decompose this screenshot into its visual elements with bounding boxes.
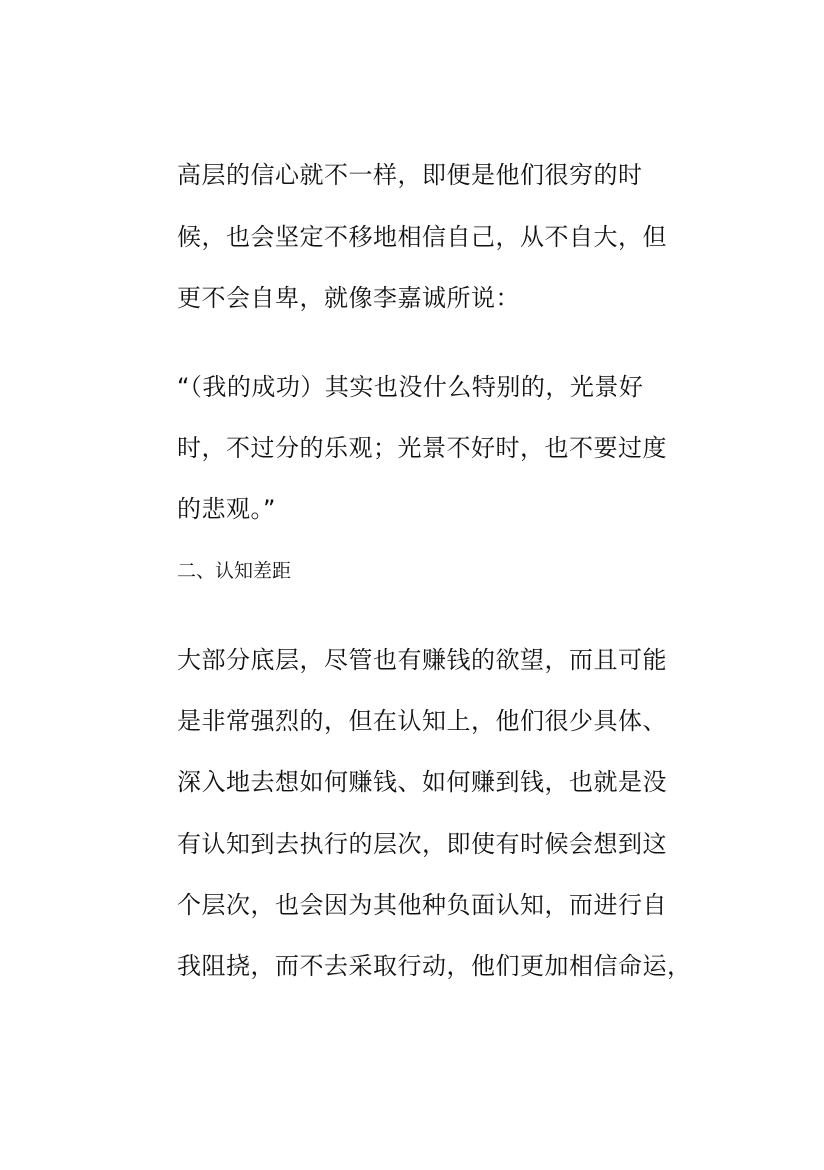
quote-line: 的悲观。”: [177, 495, 276, 523]
paragraph-line: 候，也会坚定不移地相信自己，从不自大，但: [177, 223, 667, 251]
quote-line: “（我的成功）其实也没什么特别的，光景好: [177, 373, 644, 401]
paragraph-line: 我阻挠，而不去采取行动，他们更加相信命运，: [177, 952, 692, 980]
paragraph-line: 深入地去想如何赚钱、如何赚到钱，也就是没: [177, 768, 667, 796]
quote-line: 时，不过分的乐观；光景不好时，也不要过度: [177, 434, 667, 462]
paragraph-line: 更不会自卑，就像李嘉诚所说：: [177, 284, 520, 312]
paragraph-line: 是非常强烈的，但在认知上，他们很少具体、: [177, 707, 667, 735]
paragraph-line: 有认知到去执行的层次，即使有时候会想到这: [177, 830, 667, 858]
section-heading: 二、认知差距: [177, 560, 292, 582]
paragraph-line: 大部分底层，尽管也有赚钱的欲望，而且可能: [177, 646, 667, 674]
paragraph-line: 高层的信心就不一样，即便是他们很穷的时: [177, 161, 643, 189]
paragraph-line: 个层次，也会因为其他种负面认知，而进行自: [177, 891, 667, 919]
